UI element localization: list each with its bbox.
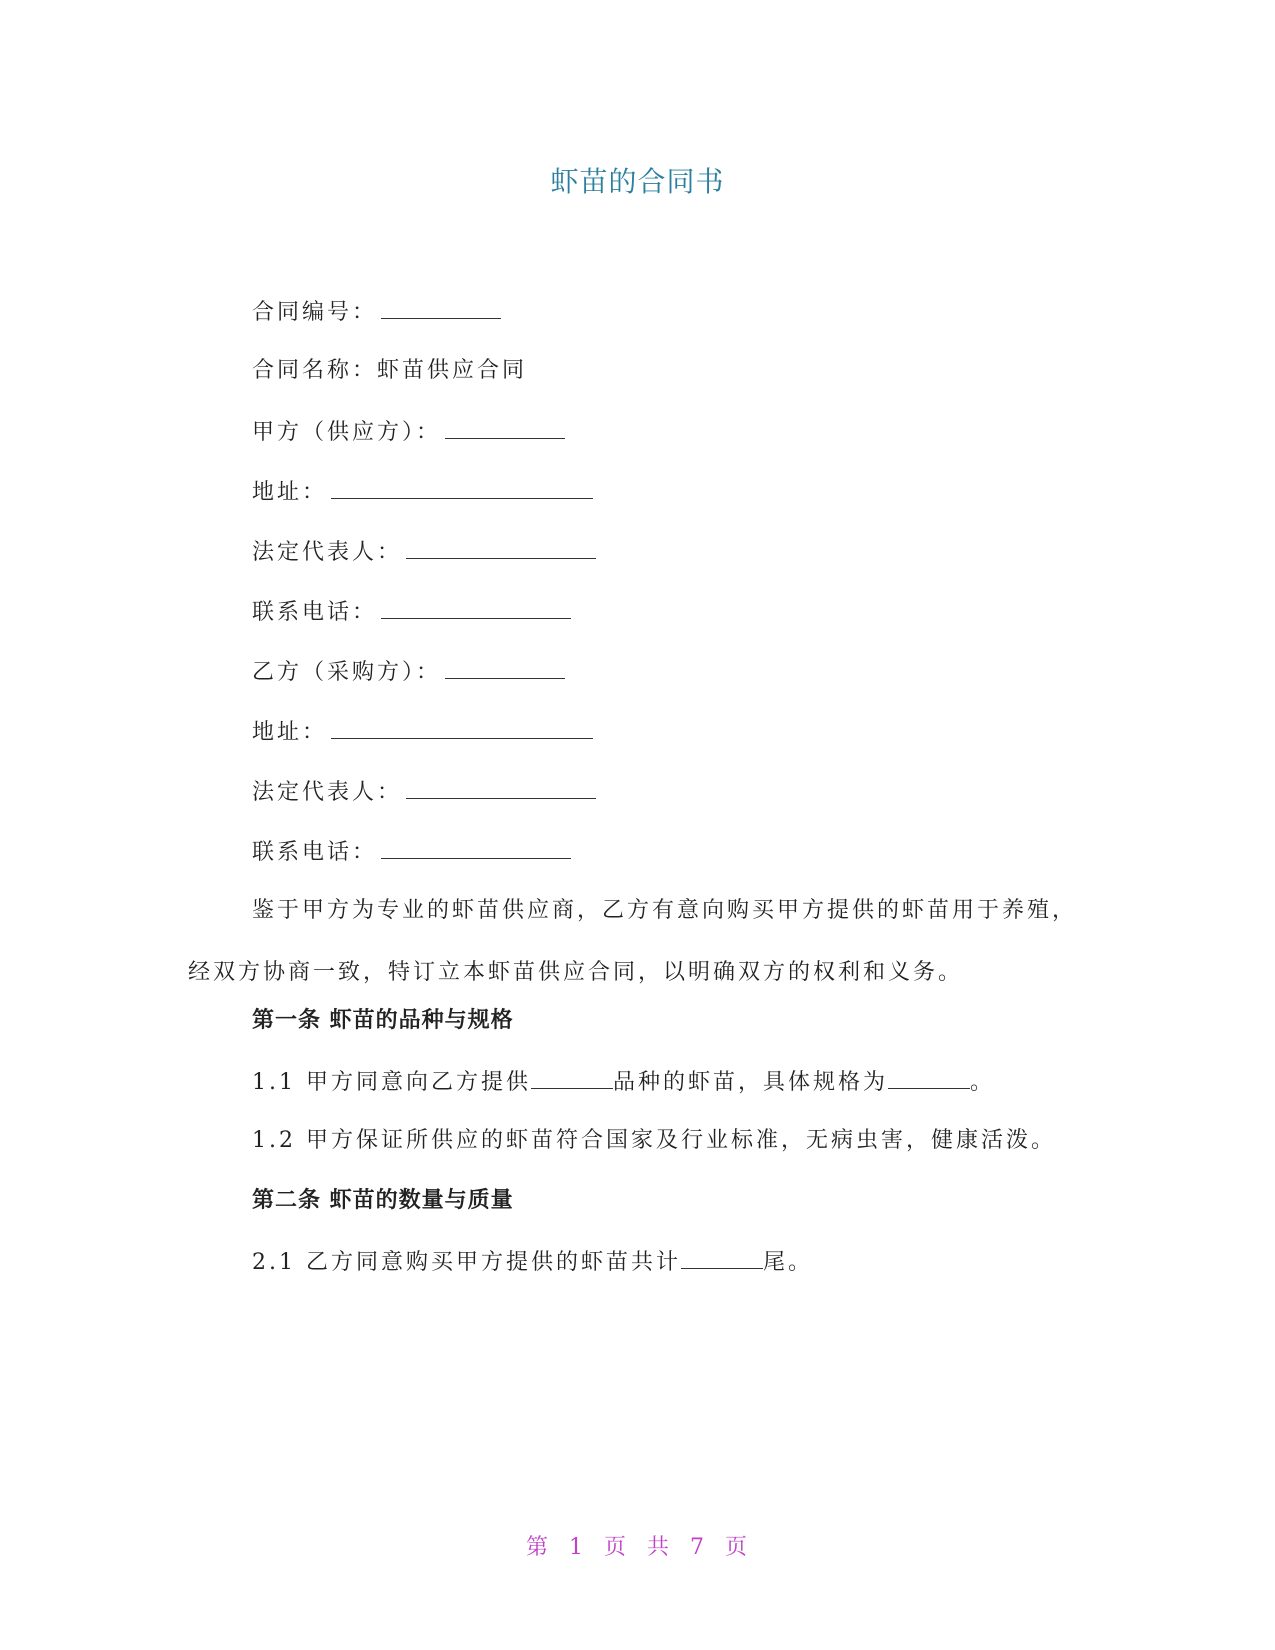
- preamble-paragraph: [188, 880, 1088, 1004]
- field-contract-number: [252, 296, 501, 328]
- field-label: 乙方（采购方）：: [252, 660, 442, 685]
- blank-line[interactable]: [406, 536, 596, 559]
- clause-text: 2.1 乙方同意购买甲方提供的虾苗共计: [252, 1250, 681, 1275]
- clause-text: 1.1 甲方同意向乙方提供: [252, 1070, 531, 1095]
- clause-1-1: [252, 1066, 995, 1098]
- blank-line[interactable]: [381, 596, 571, 619]
- field-label: 合同名称：: [252, 358, 378, 383]
- preamble-line-1: 鉴于甲方为专业的虾苗供应商，乙方有意向购买甲方提供的虾苗用于养殖，: [252, 898, 1078, 923]
- blank-line[interactable]: [406, 776, 596, 799]
- field-value: 虾苗供应合同: [377, 358, 528, 383]
- field-label: 联系电话：: [252, 600, 378, 625]
- clause-2-1: [252, 1246, 813, 1278]
- blank-line[interactable]: [331, 476, 593, 499]
- clause-text: 品种的虾苗，具体规格为: [612, 1070, 888, 1095]
- field-party-b-representative: [252, 776, 596, 808]
- field-party-a-address: [252, 476, 593, 508]
- field-label: 地址：: [252, 720, 328, 745]
- blank-line[interactable]: [888, 1066, 970, 1089]
- section-heading-1: 第一条 虾苗的品种与规格: [252, 1008, 514, 1033]
- page-number-footer: 第 1 页 共 7 页: [526, 1535, 749, 1560]
- blank-line[interactable]: [331, 716, 593, 739]
- clause-text: 。: [970, 1070, 996, 1095]
- field-party-b-phone: [252, 836, 571, 868]
- field-party-b: [252, 656, 565, 688]
- field-party-b-address: [252, 716, 593, 748]
- field-label: 法定代表人：: [252, 540, 403, 565]
- blank-line[interactable]: [381, 836, 571, 859]
- field-label: 法定代表人：: [252, 780, 403, 805]
- clause-text: 1.2 甲方保证所供应的虾苗符合国家及行业标准，无病虫害，健康活泼。: [252, 1128, 1056, 1153]
- blank-line[interactable]: [531, 1066, 613, 1089]
- blank-line[interactable]: [445, 656, 565, 679]
- clause-1-2: [252, 1126, 1056, 1156]
- clause-text: 尾。: [762, 1250, 813, 1275]
- field-party-a-phone: [252, 596, 571, 628]
- section-heading-2: 第二条 虾苗的数量与质量: [252, 1188, 514, 1213]
- field-party-a: [252, 416, 565, 448]
- field-label: 联系电话：: [252, 840, 378, 865]
- field-label: 合同编号：: [252, 300, 378, 325]
- document-title: 虾苗的合同书: [550, 165, 725, 198]
- field-label: 甲方（供应方）：: [252, 420, 442, 445]
- field-party-a-representative: [252, 536, 596, 568]
- field-contract-name: [252, 356, 527, 386]
- blank-line[interactable]: [381, 296, 501, 319]
- field-label: 地址：: [252, 480, 328, 505]
- blank-line[interactable]: [445, 416, 565, 439]
- preamble-line-2: 经双方协商一致，特订立本虾苗供应合同，以明确双方的权利和义务。: [188, 960, 964, 985]
- blank-line[interactable]: [681, 1246, 763, 1269]
